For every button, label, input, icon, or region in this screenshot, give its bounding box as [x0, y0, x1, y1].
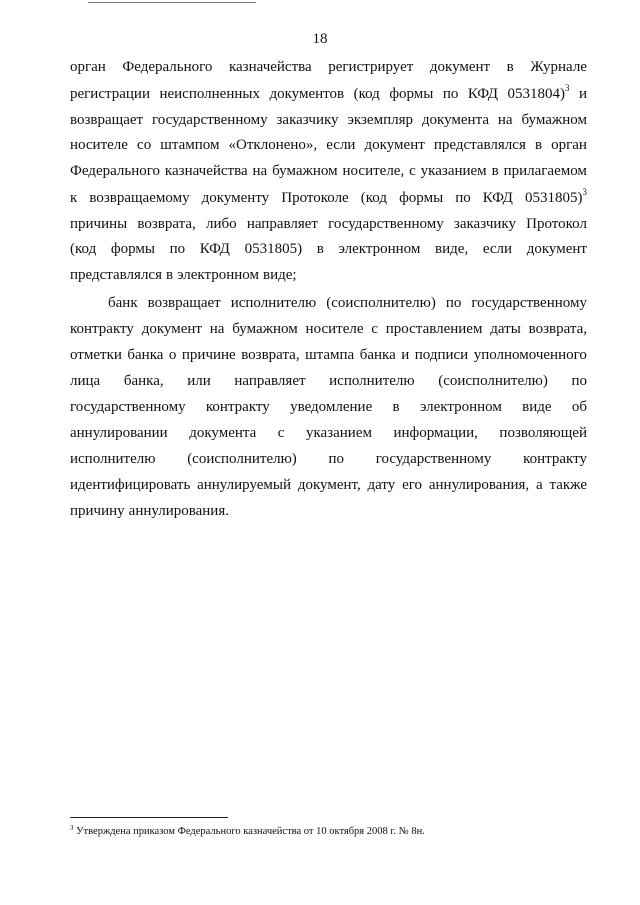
word: регистрации [70, 86, 150, 102]
word: «Отклонено», [228, 137, 318, 153]
word: лица [70, 373, 101, 389]
word: о [168, 347, 177, 363]
footnote-reference: 3 [582, 187, 587, 197]
word: в [392, 399, 400, 415]
word: по [328, 451, 345, 467]
word: возвращает [70, 112, 144, 128]
word: документ, [297, 477, 361, 493]
word: прилагаемом [503, 163, 587, 179]
word: бумажном [272, 163, 338, 179]
word: по [169, 241, 186, 257]
word: исполнителю [329, 373, 415, 389]
word: причину [70, 503, 125, 519]
word: к [70, 190, 78, 206]
word: информации, [393, 425, 478, 441]
word: дату [367, 477, 396, 493]
word: носителе [305, 321, 364, 337]
word: возврата, [241, 347, 300, 363]
word: 0531805) [524, 190, 583, 206]
word: формы [389, 86, 434, 102]
scan-top-edge-line [88, 2, 256, 3]
word: (код [360, 190, 388, 206]
word: уполномоченного [473, 347, 587, 363]
word: государственному [471, 295, 587, 311]
word: по [445, 295, 462, 311]
word: причины [70, 216, 128, 232]
word: банка, [123, 373, 164, 389]
word: контракту [205, 399, 270, 415]
word: или [187, 373, 211, 389]
word: штампа [305, 347, 355, 363]
word: направляет [234, 373, 306, 389]
word: и [401, 347, 410, 363]
word: позволяющей [499, 425, 587, 441]
word: бумажном [232, 321, 298, 337]
word: с [409, 163, 416, 179]
footnote-marker: 3 [70, 824, 74, 832]
text-line [70, 424, 587, 442]
text-line [70, 111, 587, 129]
word: носителе, [342, 163, 405, 179]
word: если [482, 241, 513, 257]
word: также [549, 477, 587, 493]
word: государственному [375, 451, 492, 467]
page-number: 18 [312, 31, 328, 47]
word: электронном [419, 399, 502, 415]
word: КФД [199, 241, 230, 257]
text-line [70, 346, 587, 364]
word: об [571, 399, 587, 415]
footnote-reference: 3 [564, 83, 570, 93]
word: а [535, 477, 543, 493]
word-with-footnote-ref [525, 189, 587, 207]
word: с [277, 425, 285, 441]
word: в [491, 163, 499, 179]
word: возвращает [147, 295, 221, 311]
word: электронном [338, 241, 421, 257]
word: документ [141, 321, 202, 337]
text-line [70, 372, 587, 390]
word: в [316, 241, 324, 257]
word: Журнале [530, 59, 587, 75]
word: Федерального [70, 163, 161, 179]
word: Федерального [122, 59, 213, 75]
word: либо [205, 216, 237, 232]
text-line [70, 58, 587, 76]
word: идентифицировать [70, 477, 191, 493]
word: заказчику [276, 112, 339, 128]
word: документу [201, 190, 270, 206]
word: регистрирует [328, 59, 414, 75]
word: с [371, 321, 378, 337]
word: контракту [70, 321, 134, 337]
word: в [166, 267, 174, 283]
footnote-text: Утверждена приказом Федерального казначейства от 10 октября 2008 г. № 8н. [76, 826, 425, 837]
word-with-footnote-ref [507, 85, 569, 103]
word: контракту [523, 451, 587, 467]
text-line [70, 502, 587, 520]
word: документов [269, 86, 345, 102]
word: государственному [151, 112, 268, 128]
word: (соисполнителю) [438, 373, 548, 389]
word: исполнителю [230, 295, 317, 311]
word: (соисполнителю) [187, 451, 297, 467]
word: банка [359, 347, 396, 363]
word: аннулирования, [428, 477, 530, 493]
word: на [497, 112, 513, 128]
word: документ [526, 241, 587, 257]
word: направляет [246, 216, 318, 232]
word: неисполненных [159, 86, 260, 102]
text-line [70, 320, 587, 338]
text-line [70, 136, 587, 154]
word: банка [127, 347, 164, 363]
footnote [70, 825, 425, 838]
word: документ [364, 137, 425, 153]
word: (код [353, 86, 380, 102]
word: возврата, [528, 321, 587, 337]
text-line [70, 189, 587, 207]
word: формы [110, 241, 155, 257]
word: виде; [263, 267, 297, 283]
text-line [108, 294, 587, 312]
word: на [252, 163, 268, 179]
text-line [70, 398, 587, 416]
word: государственному [328, 216, 444, 232]
word: по [455, 190, 471, 206]
word: электронном [177, 267, 259, 283]
word: отметки [70, 347, 122, 363]
word: бумажном [521, 112, 587, 128]
word: документа [189, 425, 257, 441]
text-line [70, 240, 587, 258]
word: аннулируемый [197, 477, 292, 493]
word: 0531805) [244, 241, 303, 257]
word: штампом [160, 137, 220, 153]
word: даты [490, 321, 521, 337]
word: (код [70, 241, 97, 257]
text-line [70, 162, 587, 180]
word: и [578, 86, 587, 102]
word: виде, [435, 241, 469, 257]
word: указанием [305, 425, 372, 441]
word: его [402, 477, 423, 493]
word: возвращаемому [89, 190, 190, 206]
word: возврата, [137, 216, 196, 232]
word: казначейства [164, 163, 248, 179]
word: КФД [467, 86, 498, 102]
word: со [137, 137, 152, 153]
text-line [70, 266, 587, 284]
word: казначейства [228, 59, 312, 75]
text-line [70, 215, 587, 233]
word: 0531804) [507, 86, 565, 102]
word: в [534, 137, 543, 153]
word: уведомление [290, 399, 373, 415]
word: по [571, 373, 587, 389]
word: орган [551, 137, 587, 153]
word: если [326, 137, 356, 153]
word: виде [522, 399, 552, 415]
word: в [506, 59, 514, 75]
word: аннулировании [70, 425, 168, 441]
word: указанием [420, 163, 487, 179]
word: Протоколе [281, 190, 349, 206]
word: (соисполнителю) [326, 295, 436, 311]
word: заказчику [453, 216, 516, 232]
text-line [70, 450, 587, 468]
word: исполнителю [70, 451, 156, 467]
word: государственному [70, 399, 186, 415]
word: формы [399, 190, 444, 206]
word: представлялся [70, 267, 162, 283]
word: документа [421, 112, 489, 128]
word: аннулирования. [128, 503, 229, 519]
word: носителе [70, 137, 128, 153]
word: банк [108, 295, 138, 311]
word: представлялся [433, 137, 526, 153]
footnote-separator [70, 817, 228, 818]
word: КФД [482, 190, 513, 206]
word: Протокол [526, 216, 587, 232]
word: документ [429, 59, 491, 75]
word: подписи [414, 347, 469, 363]
text-line [70, 85, 587, 103]
word: экземпляр [347, 112, 413, 128]
word: причине [181, 347, 236, 363]
word: проставлением [385, 321, 483, 337]
word: по [442, 86, 459, 102]
word: орган [70, 59, 106, 75]
text-line [70, 476, 587, 494]
word: на [209, 321, 225, 337]
